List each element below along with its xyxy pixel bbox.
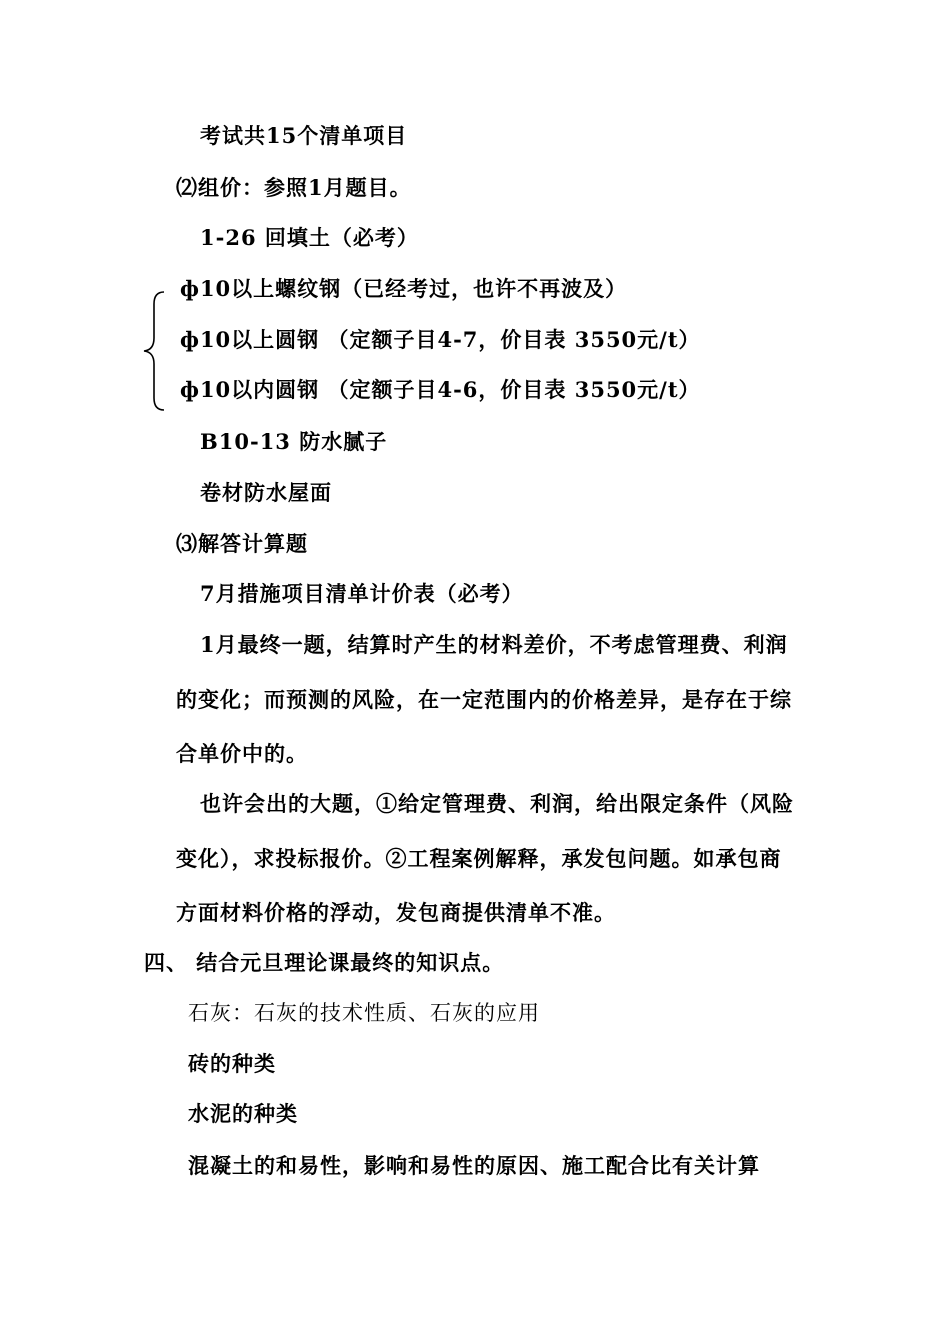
text-line-exam-items: 考试共15个清单项目	[200, 123, 408, 148]
text-line-lime: 石灰：石灰的技术性质、石灰的应用	[188, 1001, 540, 1025]
paragraph-line: 1月最终一题，结算时产生的材料差价，不考虑管理费、利润	[200, 632, 788, 657]
text-line-concrete: 混凝土的和易性，影响和易性的原因、施工配合比有关计算	[188, 1153, 760, 1178]
paragraph-line: 也许会出的大题，①给定管理费、利润，给出限定条件（风险	[200, 791, 794, 816]
text-line-waterproof-putty: B10-13 防水腻子	[200, 429, 388, 454]
text-line-round-steel-above: ф10以上圆钢 （定额子目4-7，价目表 3550元/t）	[180, 327, 701, 352]
paragraph-line: 方面材料价格的浮动，发包商提供清单不准。	[176, 900, 616, 925]
text-line-measures-table: 7月措施项目清单计价表（必考）	[200, 581, 524, 606]
text-line-cement-types: 水泥的种类	[188, 1101, 298, 1126]
text-line-backfill: 1-26 回填土（必考）	[200, 225, 419, 250]
curly-brace-icon	[140, 290, 168, 412]
text-line-pricing: ⑵组价：参照1月题目。	[176, 175, 412, 200]
section-heading-four: 四、 结合元旦理论课最终的知识点。	[144, 950, 505, 975]
paragraph-line: 的变化；而预测的风险，在一定范围内的价格差异，是存在于综	[176, 687, 792, 712]
text-line-membrane-roof: 卷材防水屋面	[200, 480, 332, 505]
text-line-brick-types: 砖的种类	[188, 1051, 276, 1076]
paragraph-line: 合单价中的。	[176, 741, 308, 766]
paragraph-line: 变化），求投标报价。②工程案例解释，承发包问题。如承包商	[176, 846, 782, 871]
text-line-calc-questions: ⑶解答计算题	[176, 531, 308, 556]
text-line-round-steel-within: ф10以内圆钢 （定额子目4-6，价目表 3550元/t）	[180, 377, 701, 402]
text-line-rebar-threaded: ф10以上螺纹钢（已经考过，也许不再波及）	[180, 276, 628, 301]
